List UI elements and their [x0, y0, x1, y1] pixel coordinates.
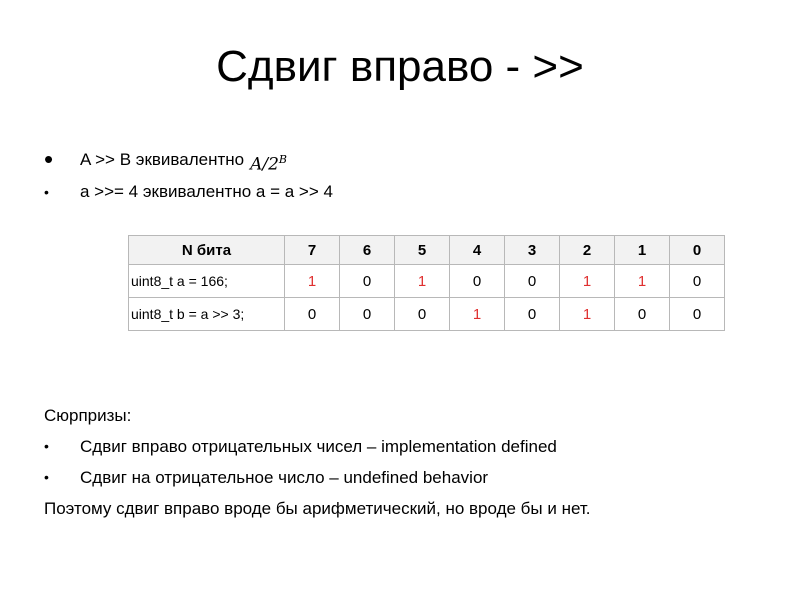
bit-cell: 0 — [505, 265, 560, 298]
slide-title: Сдвиг вправо - >> — [216, 42, 584, 91]
bullet-text-1: A >> B эквивалентно — [80, 150, 245, 169]
bit-cell: 1 — [560, 298, 615, 331]
bit-cell: 1 — [560, 265, 615, 298]
formula — [250, 144, 287, 176]
bit-cell: 0 — [395, 298, 450, 331]
header-label: N бита — [129, 236, 285, 265]
bit-cell: 0 — [340, 265, 395, 298]
surprise-item-1 — [44, 431, 590, 462]
bullet-icon: • — [44, 184, 49, 200]
bit-cell: 0 — [450, 265, 505, 298]
surprise-text-1: Сдвиг вправо отрицательных чисел – implementation defined — [80, 437, 557, 456]
bit-cell: 0 — [340, 298, 395, 331]
row-label: uint8_t b = a >> 3; — [129, 298, 285, 331]
table-row — [129, 298, 725, 331]
bit-header: 7 — [285, 236, 340, 265]
formula-base: A/2 — [250, 154, 279, 175]
bit-table-header — [129, 236, 725, 265]
bit-cell: 1 — [285, 265, 340, 298]
bit-cell: 0 — [615, 298, 670, 331]
bit-header: 4 — [450, 236, 505, 265]
bit-header: 0 — [670, 236, 725, 265]
surprises-conclusion: Поэтому сдвиг вправо вроде бы арифметический, но вроде бы и нет. — [44, 499, 591, 518]
bit-header: 2 — [560, 236, 615, 265]
bullet-item-1 — [44, 144, 333, 176]
bullet-text-2: a >>= 4 эквивалентно a = a >> 4 — [80, 182, 333, 201]
bit-cell: 0 — [285, 298, 340, 331]
bit-header: 1 — [615, 236, 670, 265]
bullet-icon: • — [44, 144, 54, 174]
bit-cell: 1 — [615, 265, 670, 298]
bullet-list — [44, 144, 333, 208]
bit-cell: 1 — [395, 265, 450, 298]
formula-exponent: B — [278, 153, 288, 166]
row-label: uint8_t a = 166; — [129, 265, 285, 298]
table-row — [129, 265, 725, 298]
bit-header: 5 — [395, 236, 450, 265]
surprise-text-2: Сдвиг на отрицательное число – undefined behavior — [80, 468, 489, 487]
surprises-section — [44, 400, 590, 524]
bit-header: 3 — [505, 236, 560, 265]
surprise-item-2 — [44, 462, 590, 493]
bit-header: 6 — [340, 236, 395, 265]
bit-cell: 0 — [505, 298, 560, 331]
bit-cell: 1 — [450, 298, 505, 331]
bullet-icon: • — [44, 438, 49, 454]
bullet-item-2 — [44, 176, 333, 208]
bit-cell: 0 — [670, 265, 725, 298]
bit-table — [128, 235, 725, 331]
surprises-heading: Сюрпризы: — [44, 406, 132, 425]
bullet-icon: • — [44, 469, 49, 485]
bit-cell: 0 — [670, 298, 725, 331]
